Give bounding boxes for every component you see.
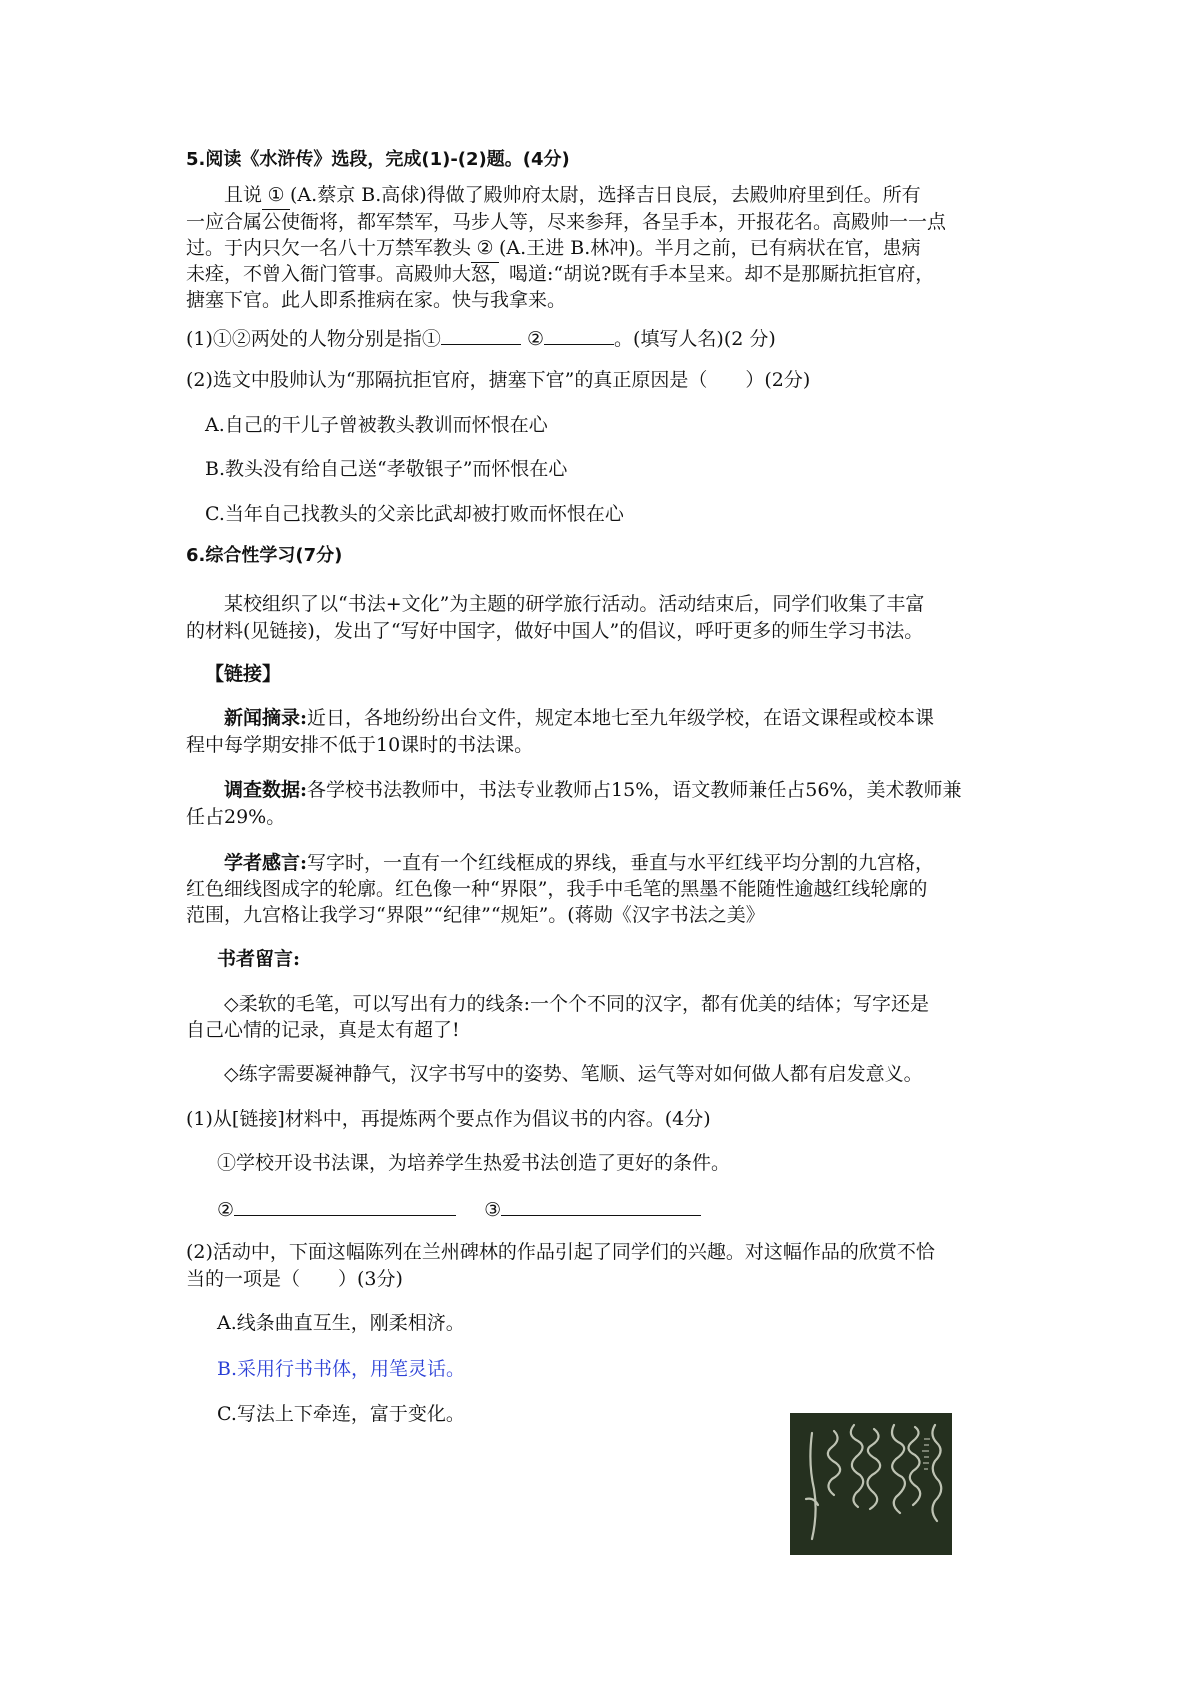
q6-option-c: C.写法上下牵连，富于变化。 — [217, 1403, 465, 1425]
passage-text: 且说 — [224, 184, 263, 206]
passage-line-2: 一应合属公使衙将，都军禁军，马步人等，尽来参拜，各呈手本，开报花名。高殿帅一一点 — [186, 211, 947, 233]
q5-option-b: B.教头没有给自己送“孝敬银子”而怀恨在心 — [205, 458, 568, 480]
calligraphy-strokes — [790, 1413, 952, 1555]
passage-text: (A.蔡京 B.高俅)得做了殿帅府太尉，选择吉日良辰，去殿帅府里到任。所有 — [290, 184, 921, 206]
scholar-line-3: 范围，九宫格让我学习“界限”“纪律”“规矩”。(蒋勋《汉字书法之美》 — [186, 904, 765, 926]
q6-sub2-line-2: 当的一项是（ ）(3分) — [186, 1268, 403, 1290]
writer-message-1-line-1: ◇柔软的毛笔，可以写出有力的线条:一个个不同的汉字，都有优美的结体；写字还是 — [224, 993, 930, 1015]
passage-line-5: 搪塞下官。此人即系推病在家。快与我拿来。 — [186, 289, 567, 311]
passage-line-3 — [186, 234, 921, 263]
news-line-2: 程中每学期安排不低于10课时的书法课。 — [186, 734, 534, 756]
q6-sub2-line-1: (2)活动中，下面这幅陈列在兰州碑林的作品引起了同学们的兴趣。对这幅作品的欣赏不恰 — [186, 1241, 935, 1263]
q6-intro-line-1: 某校组织了以“书法+文化”为主题的研学旅行活动。活动结束后，同学们收集了丰富 — [224, 593, 925, 615]
scholar-line-2: 红色细线图成字的轮廓。红色像一种“界限”，我手中毛笔的黑墨不能随性逾越红线轮廓的 — [186, 878, 928, 900]
q5-option-c: C.当年自己找教头的父亲比武却被打败而怀恨在心 — [205, 503, 624, 525]
survey-line-1 — [224, 776, 961, 804]
q5-sub1-marker: ② — [526, 328, 545, 350]
passage-text: (A.王进 B.林冲)。半月之前，已有病状在官，患病 — [499, 237, 921, 259]
marker-2: ② — [217, 1199, 235, 1221]
q6-option-a: A.线条曲直互生，刚柔相济。 — [217, 1312, 465, 1334]
calligraphy-image — [790, 1413, 952, 1555]
answer-blank-1[interactable] — [441, 322, 521, 345]
q6-intro-line-2: 的材料(见链接)，发出了“写好中国字，做好中国人”的倡议，呼吁更多的师生学习书法。 — [186, 620, 924, 642]
passage-line-4: 未痊，不曾入衙门管事。高殿帅大怒，喝道:“胡说?既有手本呈来。却不是那厮抗拒官府， — [186, 263, 935, 285]
news-label: 新闻摘录: — [224, 707, 308, 729]
q5-sub1-prefix: (1)①②两处的人物分别是指① — [186, 328, 441, 350]
blank-1-marker: ① — [262, 181, 290, 210]
scholar-text: 写字时，一直有一个红线框成的界线，垂直与水平红线平均分割的九宫格， — [307, 852, 935, 874]
writer-message-2: ◇练字需要凝神静气，汉字书写中的姿势、笔顺、运气等对如何做人都有启发意义。 — [224, 1063, 923, 1085]
q5-sub1-suffix: 。(填写人名)(2 分) — [614, 328, 776, 350]
scholar-label: 学者感言: — [224, 852, 308, 874]
survey-text: 各学校书法教师中，书法专业教师占15%，语文教师兼任占56%，美术教师兼 — [307, 779, 962, 801]
link-heading: 【链接】 — [205, 663, 282, 685]
q5-sub2-question: (2)选文中股帅认为“那隔抗拒官府，搪塞下官”的真正原因是（ ）(2分) — [186, 369, 811, 391]
q6-answer-row — [217, 1193, 701, 1224]
q5-title: 5.阅读《水浒传》选段，完成(1)-(2)题。(4分) — [186, 149, 570, 170]
blank-2-marker: ② — [471, 234, 499, 263]
answer-blank-point-3[interactable] — [501, 1193, 701, 1216]
q6-sub1-question: (1)从[链接]材料中，再提炼两个要点作为倡议书的内容。(4分) — [186, 1108, 711, 1130]
survey-line-2: 任占29%。 — [186, 806, 286, 828]
news-line-1 — [224, 704, 934, 732]
scholar-line-1 — [224, 849, 934, 877]
answer-blank-2[interactable] — [544, 322, 614, 345]
passage-line-1 — [224, 181, 921, 210]
answer-blank-point-2[interactable] — [234, 1193, 456, 1216]
survey-label: 调查数据: — [224, 779, 308, 801]
q6-title: 6.综合性学习(7分) — [186, 545, 343, 566]
writer-message-1-line-2: 自己心情的记录，真是太有超了! — [186, 1019, 460, 1041]
q5-option-a: A.自己的干儿子曾被教头教训而怀恨在心 — [205, 414, 548, 436]
marker-3: ③ — [484, 1199, 502, 1221]
passage-text: 过。于内只欠一名八十万禁军教头 — [186, 237, 472, 259]
writer-label: 书者留言: — [217, 948, 301, 970]
q6-point-1: ①学校开设书法课，为培养学生热爱书法创造了更好的条件。 — [217, 1152, 731, 1174]
q6-option-b: B.采用行书书体，用笔灵话。 — [217, 1358, 466, 1380]
q5-sub1 — [186, 322, 776, 353]
news-text: 近日，各地纷纷出台文件，规定本地七至九年级学校，在语文课程或校本课 — [307, 707, 935, 729]
